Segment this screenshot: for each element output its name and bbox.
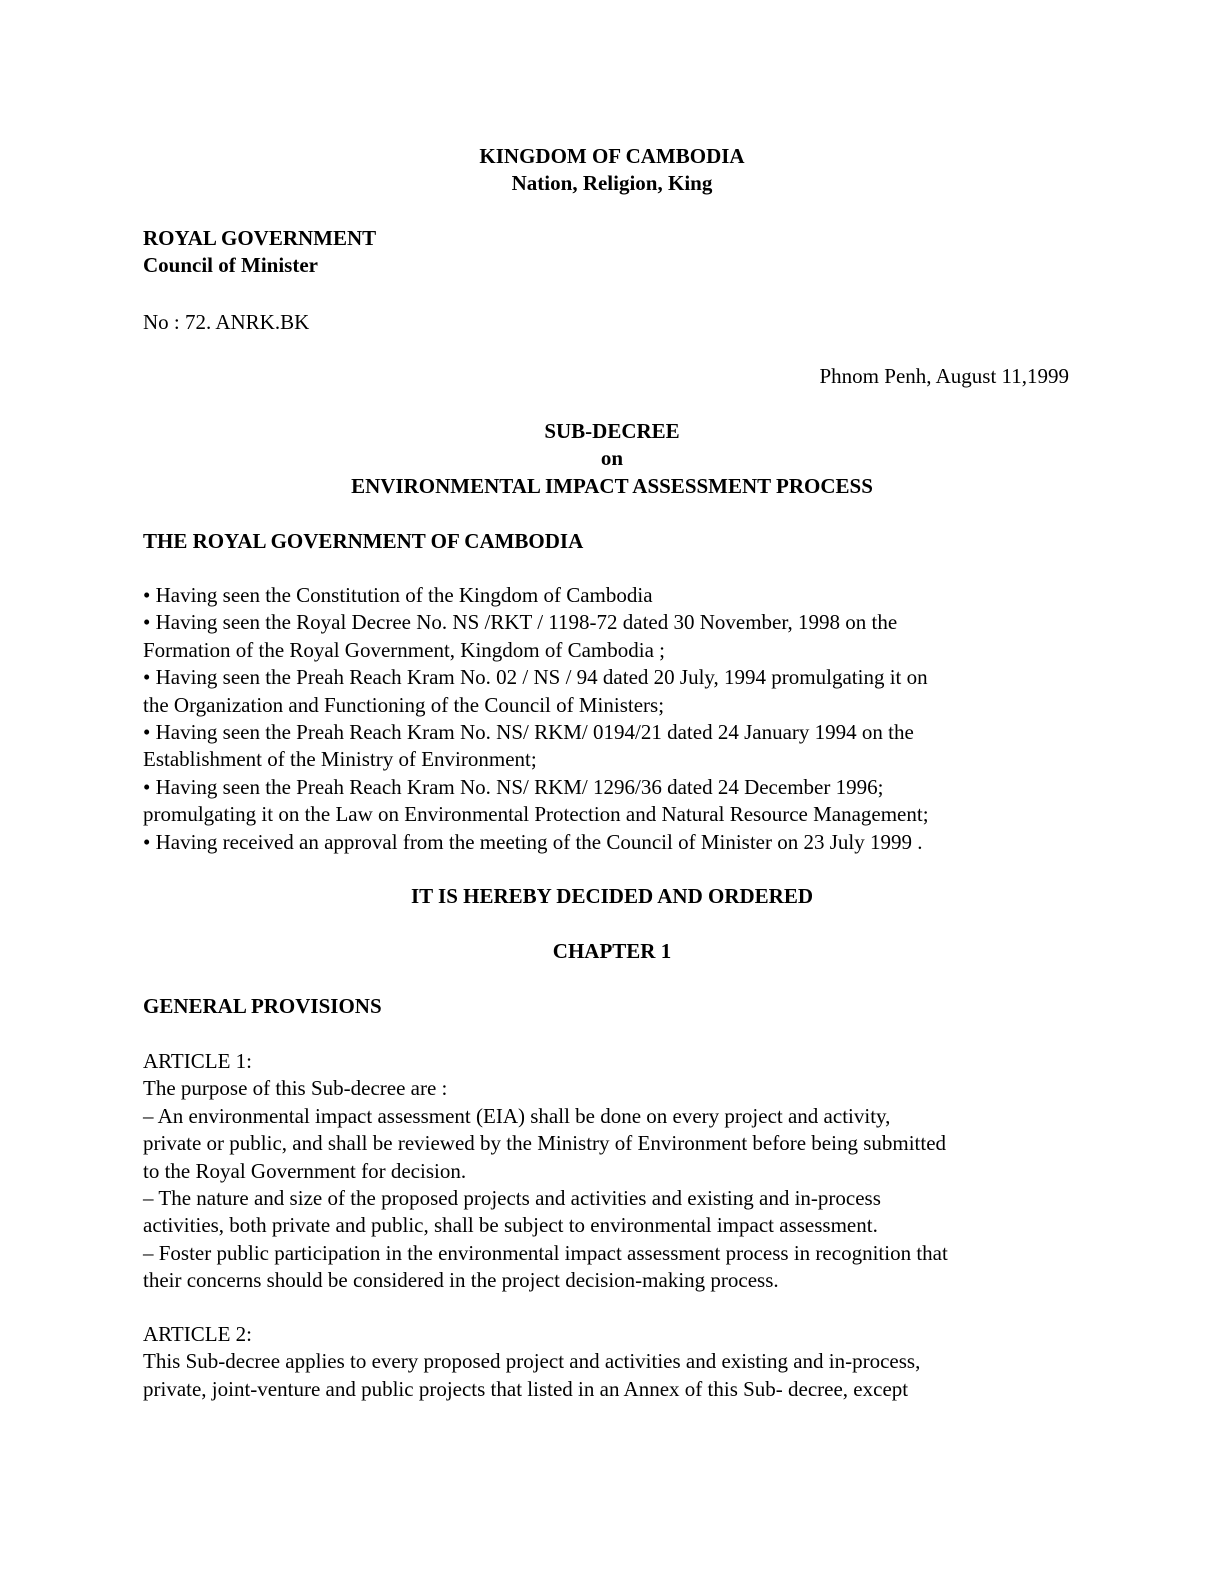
preamble-line: • Having received an approval from the meeting of the Council of Minister on 23 July 1999 . — [143, 829, 923, 854]
preamble-line: • Having seen the Preah Reach Kram No. 02 / NS / 94 dated 20 July, 1994 promulgating it on — [143, 665, 928, 690]
preamble-line: Establishment of the Ministry of Environment; — [143, 747, 537, 772]
preamble-list — [143, 582, 1103, 856]
preamble-line: promulgating it on the Law on Environmental Protection and Natural Resource Management; — [143, 802, 929, 827]
article-line: to the Royal Government for decision. — [143, 1158, 467, 1183]
government-name: ROYAL GOVERNMENT — [143, 226, 377, 250]
kingdom-title: KINGDOM OF CAMBODIA — [479, 144, 745, 168]
preamble-line: Formation of the Royal Government, Kingdom of Cambodia ; — [143, 637, 666, 662]
article-2 — [143, 1321, 1103, 1403]
article-line: private or public, and shall be reviewed by the Ministry of Environment before being submitted — [143, 1131, 947, 1156]
article-line: This Sub-decree applies to every proposed project and activities and existing and in-process, — [143, 1349, 921, 1374]
article-line: – The nature and size of the proposed projects and activities and existing and in-process — [143, 1186, 881, 1211]
decision-statement: IT IS HEREBY DECIDED AND ORDERED — [410, 884, 813, 908]
chapter-heading: CHAPTER 1 — [552, 939, 672, 963]
document-number: No : 72. ANRK.BK — [143, 310, 310, 334]
preamble-line: • Having seen the Royal Decree No. NS /RKT / 1198-72 dated 30 November, 1998 on the — [143, 610, 898, 635]
place-date: Phnom Penh, August 11,1999 — [819, 364, 1069, 388]
preamble-line: • Having seen the Preah Reach Kram No. NS/ RKM/ 0194/21 dated 24 January 1994 on the — [143, 720, 914, 745]
article-1 — [143, 1048, 1103, 1295]
kingdom-motto: Nation, Religion, King — [511, 171, 713, 196]
title-line-2: on — [600, 446, 624, 471]
preamble-heading: THE ROYAL GOVERNMENT OF CAMBODIA — [143, 529, 584, 553]
title-line-1: SUB-DECREE — [544, 419, 680, 443]
article-line: – An environmental impact assessment (EIA) shall be done on every project and activity, — [143, 1103, 891, 1128]
preamble-line: the Organization and Functioning of the Council of Ministers; — [143, 692, 665, 717]
header-kingdom — [0, 143, 1224, 198]
document-title — [0, 418, 1224, 500]
article-line: – Foster public participation in the environmental impact assessment process in recognition that — [143, 1240, 948, 1265]
article-line: private, joint-venture and public projects that listed in an Annex of this Sub- decree, except — [143, 1376, 909, 1401]
article-heading: ARTICLE 1: — [143, 1049, 252, 1073]
preamble-line: • Having seen the Preah Reach Kram No. NS/ RKM/ 1296/36 dated 24 December 1996; — [143, 774, 884, 799]
section-heading: GENERAL PROVISIONS — [143, 994, 382, 1018]
title-line-3: ENVIRONMENTAL IMPACT ASSESSMENT PROCESS — [351, 473, 873, 498]
article-line: activities, both private and public, shall be subject to environmental impact assessment. — [143, 1213, 878, 1238]
preamble-line: • Having seen the Constitution of the Kingdom of Cambodia — [143, 583, 653, 607]
article-heading: ARTICLE 2: — [143, 1322, 252, 1346]
issuer-block — [143, 225, 1103, 280]
article-line: their concerns should be considered in the project decision-making process. — [143, 1268, 779, 1293]
article-line: The purpose of this Sub-decree are : — [143, 1076, 448, 1101]
council-name: Council of Minister — [143, 253, 318, 278]
